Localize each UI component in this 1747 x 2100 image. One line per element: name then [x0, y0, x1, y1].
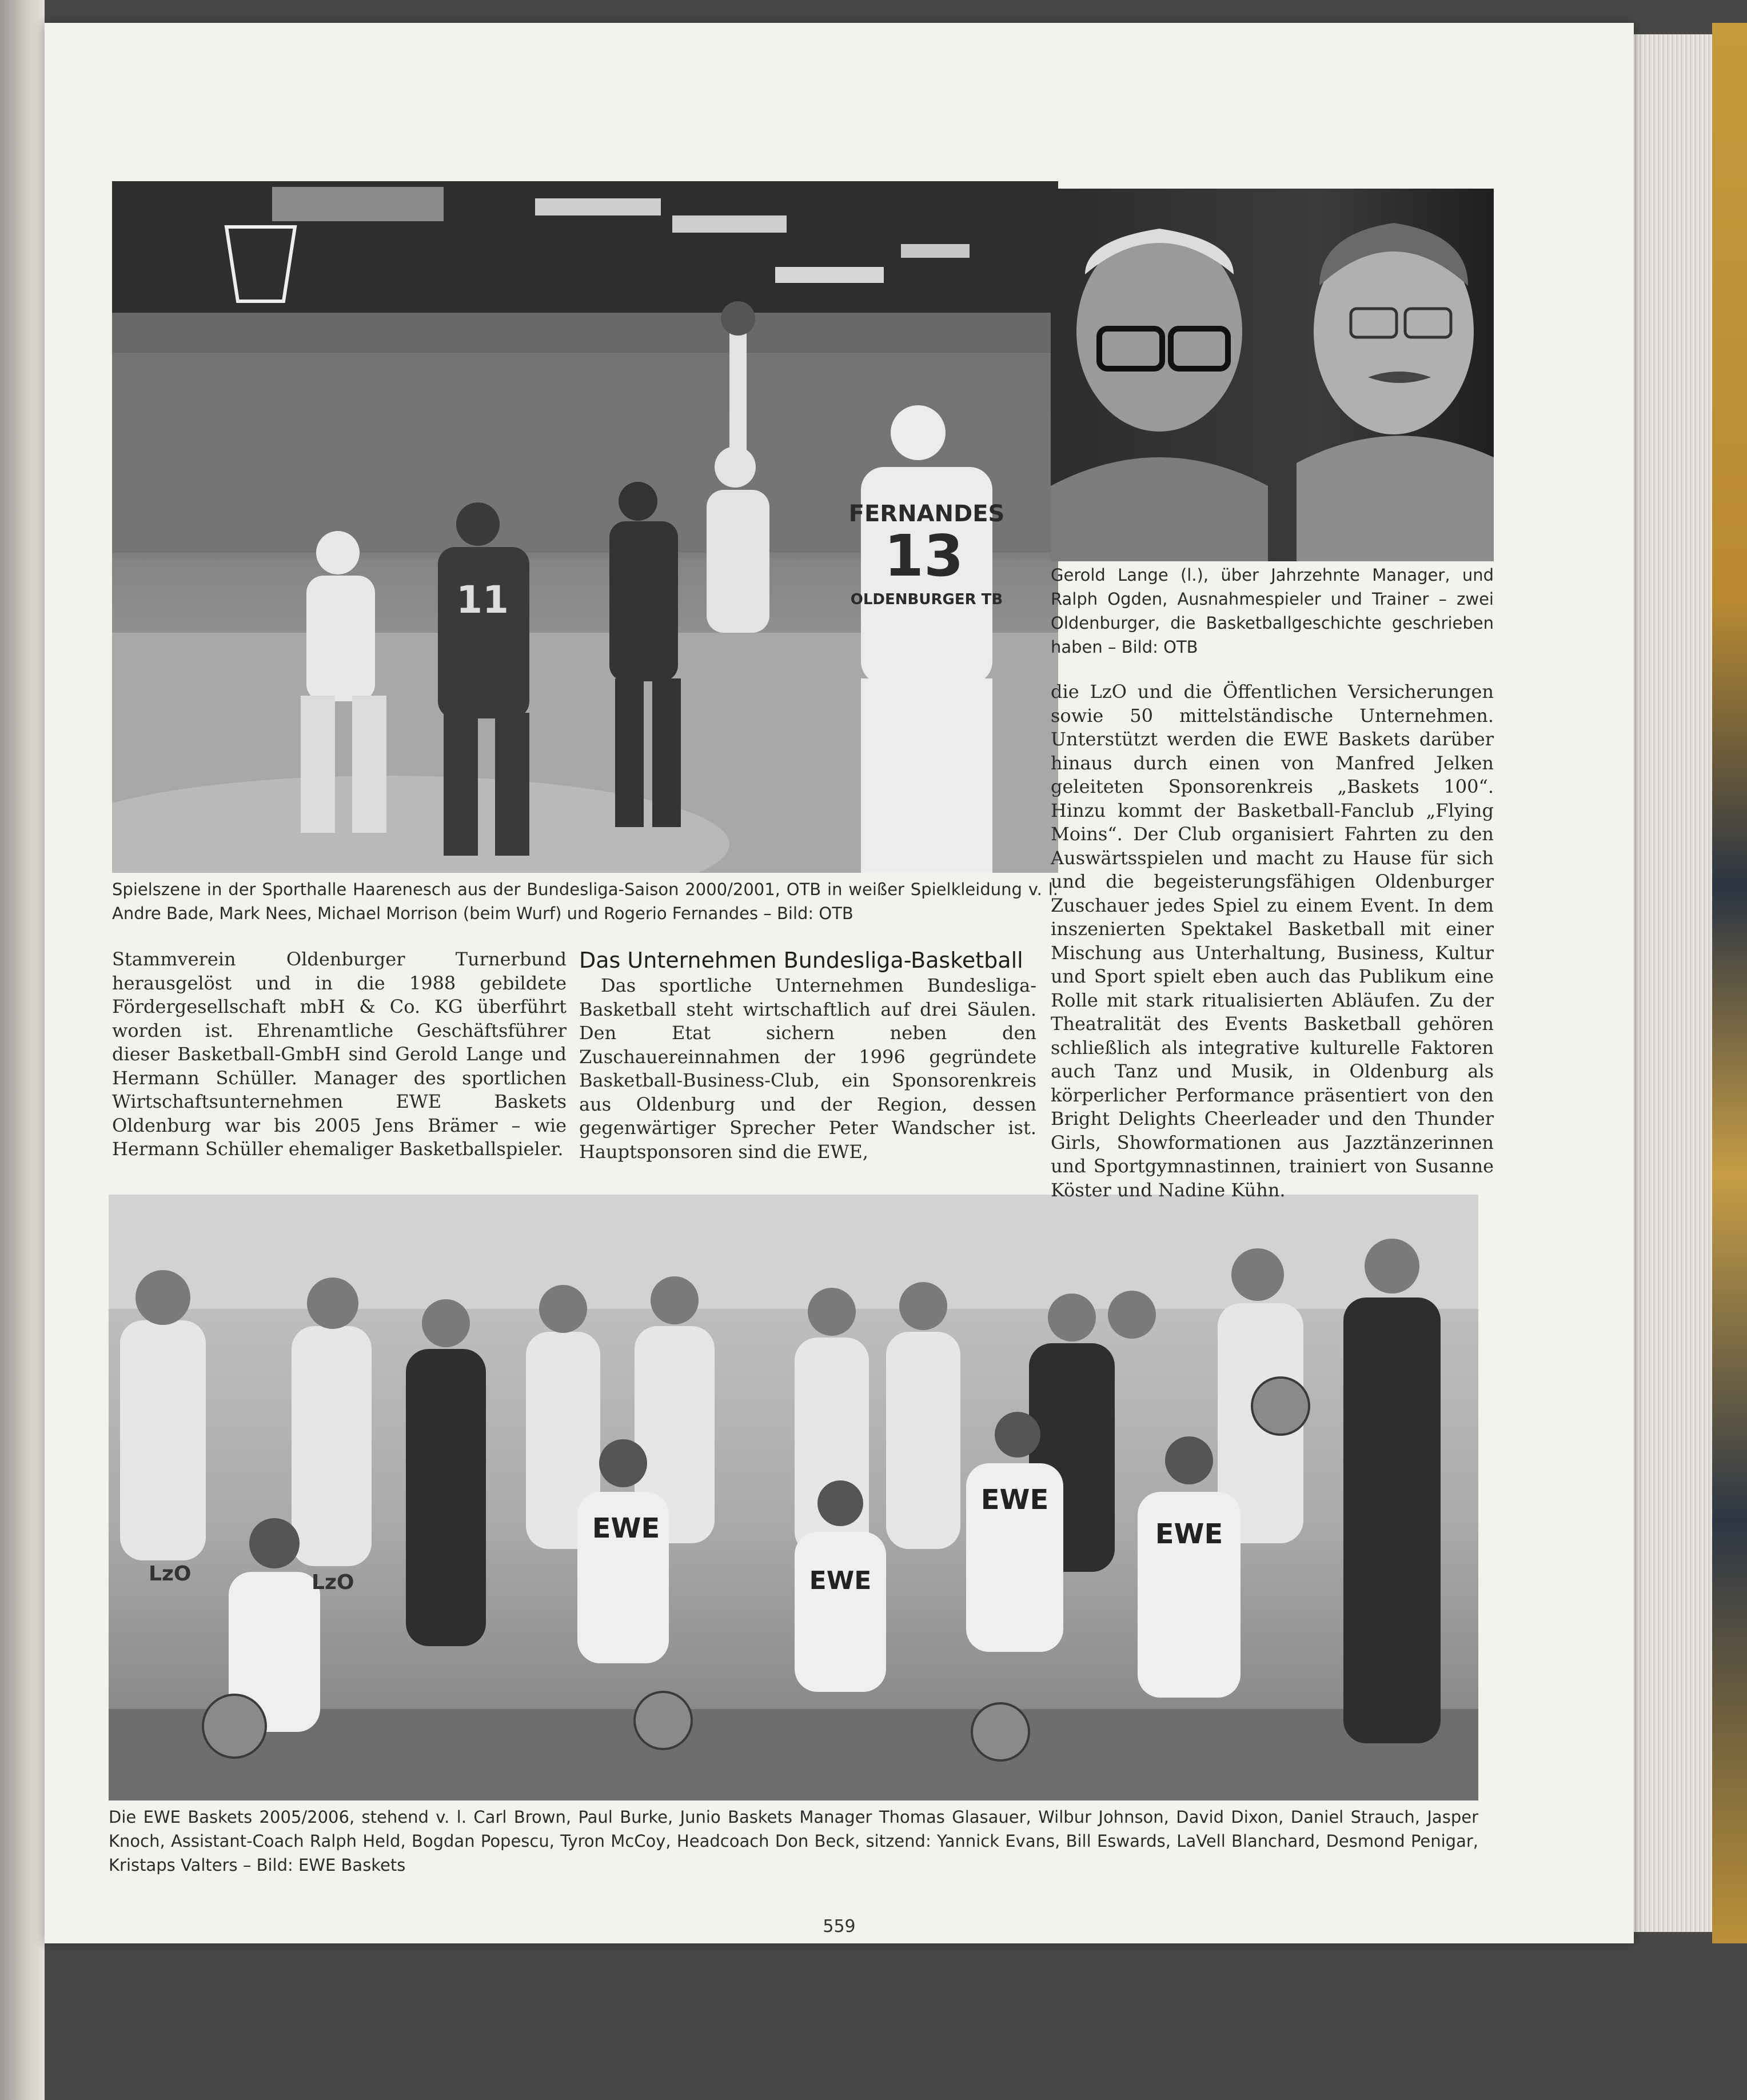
section-heading: Das Unternehmen Bundesliga-Basketball: [579, 948, 1023, 973]
lzo-shorts-logo: LzO: [149, 1562, 192, 1586]
team-caption: Die EWE Baskets 2005/2006, stehend v. l. Carl Brown, Paul Burke, Junio Baskets Manager Thomas Glasauer, Wilbur Johnson, David Dixon, Daniel Strauch, Jasper Knoch, Assistant-Coach Ralph Held, Bogdan Popescu, Tyron McCoy, Headcoach Don Beck, sitzend: Yannick Evans, Bill Eswards, LaVell Blanchard, Desmond Penigar, Kristaps Valters – Bild: EWE Baskets: [109, 1807, 1478, 1875]
fernandes-jersey-name: FERNANDES: [848, 501, 1005, 527]
body-paragraph: die LzO und die Öffentlichen Versicherungen sowie 50 mittelständische Unternehmen. Unterstützt werden die EWE Baskets darüber hinaus durch einen von Manfred Jelken geleiteten Sponsorenkreis „Baskets 100“. Hinzu kommt der Basketball-Fanclub „Flying Moins“. Der Club organisiert Fahrten zu den Auswärtsspielen und macht zu Hause für sich und die begeisterungsfähigen Oldenburger Zuschauer jedes Spiel zu einem Event. In dem inszenierten Spektakel Basketball mit einer Mischung aus Unterhaltung, Business, Kultur und Sport spielt eben auch das Publikum eine Rolle mit stark ritualisierten Abläufen. Zu der Theatralität des Events Basketball gehören schließlich als integrative kulturelle Faktoren auch Tanz und Musik, in Oldenburg als körperlicher Performance präsentiert von den Bright Delights Cheerleader und den Thunder Girls, Showformationen aus Jazztänzerinnen und Sportgymnastinnen, trainiert von Susanne Köster und Nadine Kühn.: [1051, 681, 1494, 1201]
book-page: [45, 23, 1634, 1943]
game-scene-caption: Spielszene in der Sporthalle Haarenesch aus der Bundesliga-Saison 2000/2001, OTB in weißer Spielkleidung v. l. Andre Bade, Mark Nees, Michael Morrison (beim Wurf) und Rogerio Fernandes – Bild: OTB: [112, 880, 1058, 923]
ewe-shirt-logo: EWE: [1155, 1518, 1223, 1550]
ewe-shirt-logo: EWE: [980, 1484, 1049, 1516]
team-photo: [109, 1195, 1478, 1800]
opponent-jersey-number: 11: [456, 578, 509, 622]
portrait-photo: [1051, 189, 1494, 561]
ewe-shirt-logo: EWE: [809, 1566, 872, 1595]
ewe-shirt-logo: EWE: [592, 1512, 660, 1544]
player-fernandes: [861, 405, 992, 873]
body-paragraph: Stammverein Oldenburger Turnerbund herausgelöst und in die 1988 gebildete Fördergesellschaft mbH & Co. KG überführt worden ist. Ehrenamtliche Geschäftsführer dieser Basketball-GmbH sind Gerold Lange und Hermann Schüller. Manager des sportlichen Wirtschaftsunternehmen EWE Baskets Oldenburg war bis 2005 Jens Brämer – wie Hermann Schüller ehemaliger Basketballspieler.: [112, 948, 567, 1160]
text-column-middle: [579, 948, 1036, 1164]
book-cover-strip: [1712, 23, 1747, 1943]
portrait-caption: Gerold Lange (l.), über Jahrzehnte Manager, und Ralph Ogden, Ausnahmespieler und Trainer – zwei Oldenburger, die Basketballgeschichte geschrieben haben – Bild: OTB: [1051, 565, 1494, 657]
lzo-shorts-logo: LzO: [312, 1571, 354, 1594]
left-page-edge: [0, 0, 45, 2100]
page-number: 559: [823, 1917, 856, 1937]
text-column-right: [1051, 680, 1494, 1202]
text-column-left: [112, 948, 567, 1161]
game-scene-photo: [112, 181, 1058, 873]
fernandes-jersey-club: OLDENBURGER TB: [850, 591, 1003, 608]
page-edge-stack: [1628, 34, 1714, 1932]
fernandes-jersey-number: 13: [884, 522, 964, 589]
body-paragraph: Das sportliche Unternehmen Bundesliga-Basketball steht wirtschaftlich auf drei Säulen. Den Etat sichern neben den Zuschauereinnahmen der 1996 gegründete Basketball-Business-Club, ein Sponsorenkreis aus Oldenburg und der Region, dessen gegenwärtiger Sprecher Peter Wandscher ist. Hauptsponsoren sind die EWE,: [579, 975, 1036, 1163]
